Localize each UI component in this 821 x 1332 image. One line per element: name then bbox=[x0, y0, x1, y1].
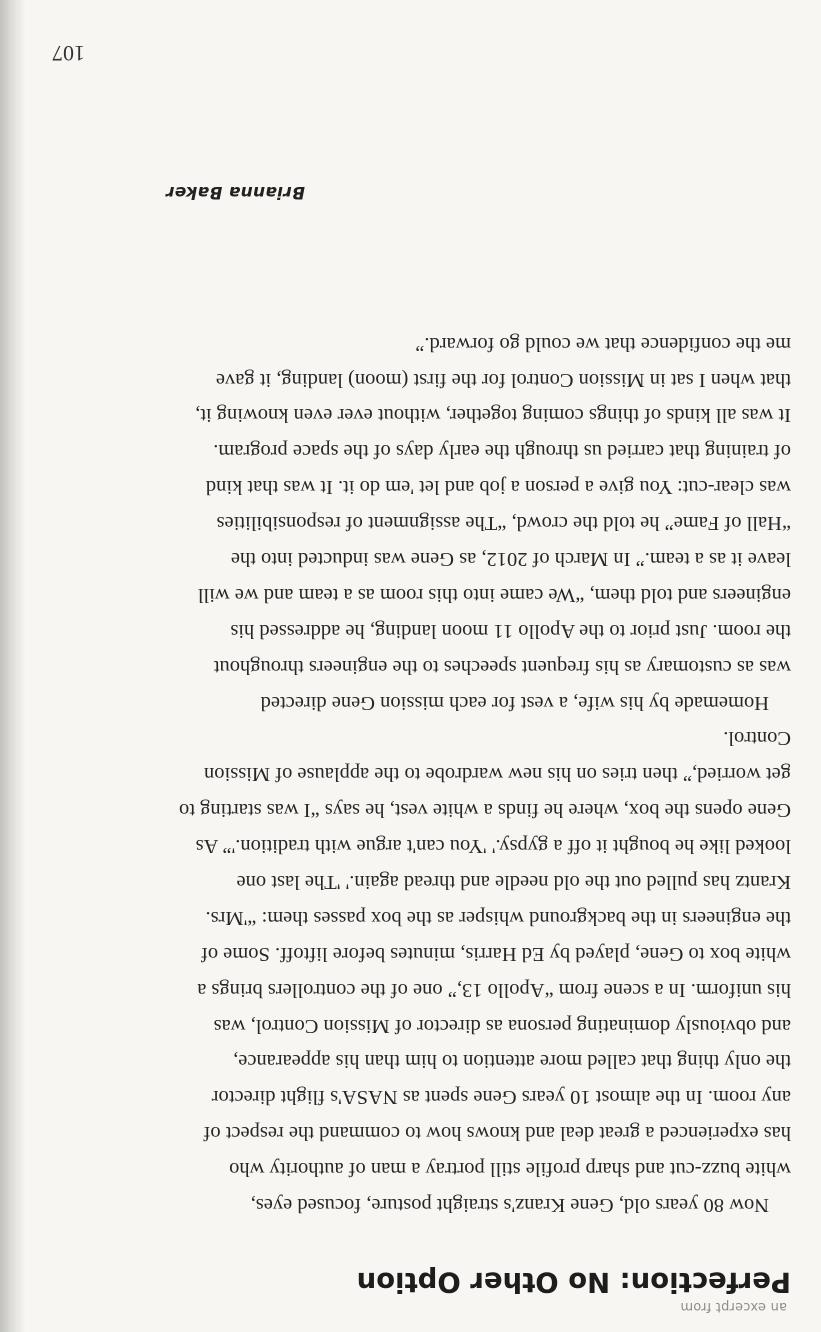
text-line: engineers and told them, “We came into this room as a team and we will bbox=[197, 583, 791, 606]
excerpt-label: an excerpt from bbox=[680, 1299, 787, 1314]
text-line: white buzz-cut and sharp profile still portray a man of authority who bbox=[229, 1158, 791, 1181]
text-line: Now 80 years old, Gene Kranz's straight posture, focused eyes, bbox=[250, 1194, 769, 1216]
text-line: the room. Just prior to the Apollo 11 moon landing, he addressed his bbox=[230, 619, 791, 642]
text-line: leave it as a team.” In March of 2012, as Gene was inducted into the bbox=[230, 547, 791, 570]
text-line: has experienced a great deal and knows how to command the respect of bbox=[203, 1122, 791, 1145]
text-line: the only thing that called more attention to him than his appearance, bbox=[233, 1050, 791, 1073]
text-line: Krantz has pulled out the old needle and thread again.' 'The last one bbox=[236, 870, 791, 893]
text-line: of training that carried us through the early days of the space program. bbox=[213, 440, 791, 463]
text-line: Homemade by his wife, a vest for each mission Gene directed bbox=[260, 691, 769, 714]
text-line: “Hall of Fame” he told the crowd, “The assignment of responsibilities bbox=[216, 512, 791, 535]
article-title: Perfection: No Other Option bbox=[356, 1266, 791, 1298]
text-line: me the confidence that we could go forward.” bbox=[415, 332, 791, 355]
text-line: Control. bbox=[723, 727, 791, 750]
text-line: get worried,” then tries on his new wardrobe to the applause of Mission bbox=[204, 763, 791, 786]
author-byline: Brianna Baker bbox=[165, 182, 305, 202]
text-line: white box to Gene, played by Ed Harris, minutes before liftoff. Some of bbox=[201, 942, 791, 965]
text-line: was as customary as his frequent speeches to the engineers throughout bbox=[213, 655, 791, 678]
text-line: was clear-cut: You give a person a job and let 'em do it. It was that kind bbox=[205, 476, 791, 499]
article-body bbox=[59, 325, 791, 1222]
text-line: that when I sat in Mission Control for the first (moon) landing, it gave bbox=[215, 368, 791, 391]
text-line: any room. In the almost 10 years Gene spent as NASA's flight director bbox=[211, 1086, 791, 1109]
text-line: his uniform. In a scene from “Apollo 13,” one of the controllers brings a bbox=[197, 978, 791, 1001]
text-line: looked like he bought it off a gypsy.' 'You can't argue with tradition.'” As bbox=[195, 835, 791, 858]
text-line: Gene opens the box, where he finds a white vest, he says “I was starting to bbox=[179, 799, 791, 822]
text-line: It was all kinds of things coming together, without ever even knowing it, bbox=[195, 404, 791, 427]
binding-gutter-shadow bbox=[0, 0, 26, 1332]
text-line: the engineers in the background whisper as the box passes them: “'Mrs. bbox=[205, 906, 791, 929]
page-number: 107 bbox=[52, 41, 85, 66]
text-line: and obviously dominating persona as director of Mission Control, was bbox=[213, 1014, 791, 1037]
